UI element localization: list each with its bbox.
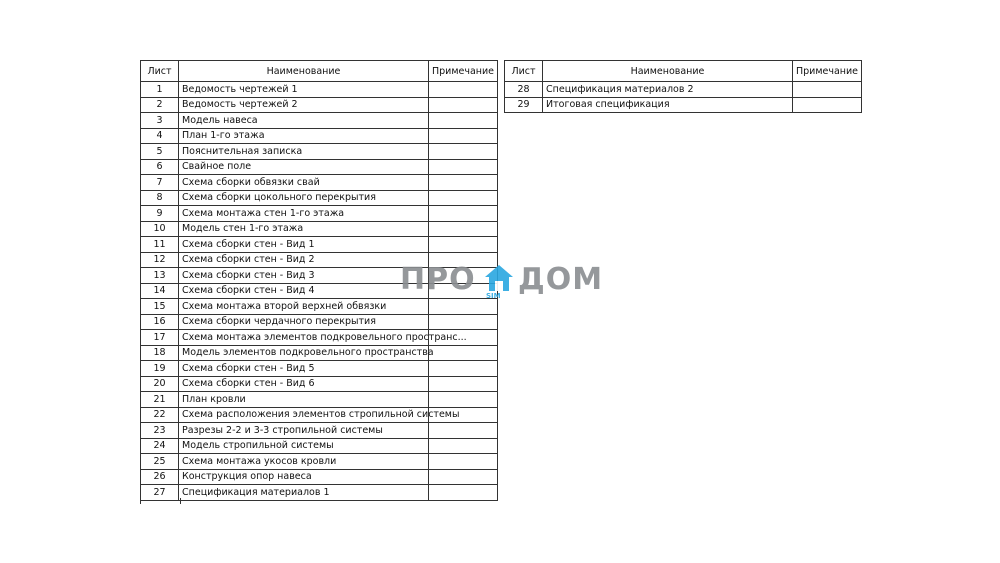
header-sheet: Лист bbox=[505, 61, 543, 82]
sheet-number-cell: 22 bbox=[141, 407, 179, 423]
table-row bbox=[141, 345, 498, 361]
sheet-name-cell: Схема сборки стен - Вид 1 bbox=[179, 237, 429, 253]
note-cell bbox=[429, 454, 498, 470]
table-row bbox=[141, 438, 498, 454]
table-row bbox=[505, 97, 862, 113]
sheet-name-cell: План кровли bbox=[179, 392, 429, 408]
table-row bbox=[141, 97, 498, 113]
table-row bbox=[141, 175, 498, 191]
header-note: Примечание bbox=[429, 61, 498, 82]
sheet-name-cell: Схема монтажа стен 1-го этажа bbox=[179, 206, 429, 222]
note-cell bbox=[793, 97, 862, 113]
sheet-name-cell: Схема расположения элементов стропильной системы bbox=[179, 407, 429, 423]
sheet-number-cell: 20 bbox=[141, 376, 179, 392]
sheet-name-cell: Спецификация материалов 2 bbox=[543, 82, 793, 98]
table-row bbox=[141, 361, 498, 377]
sheet-name-cell: Схема сборки стен - Вид 5 bbox=[179, 361, 429, 377]
table-row bbox=[505, 82, 862, 98]
sheet-number-cell: 7 bbox=[141, 175, 179, 191]
table-row bbox=[141, 159, 498, 175]
sheet-number-cell: 21 bbox=[141, 392, 179, 408]
watermark-logo bbox=[400, 262, 604, 302]
table-row bbox=[141, 376, 498, 392]
table-row bbox=[141, 407, 498, 423]
header-name: Наименование bbox=[543, 61, 793, 82]
note-cell bbox=[429, 314, 498, 330]
sheet-number-cell: 2 bbox=[141, 97, 179, 113]
note-cell bbox=[429, 82, 498, 98]
sheet-number-cell: 16 bbox=[141, 314, 179, 330]
table-row bbox=[141, 454, 498, 470]
table-row bbox=[141, 221, 498, 237]
note-cell bbox=[429, 190, 498, 206]
sheet-name-cell: Ведомость чертежей 2 bbox=[179, 97, 429, 113]
sheet-name-cell: Модель навеса bbox=[179, 113, 429, 129]
note-cell bbox=[429, 128, 498, 144]
sheet-name-cell: Модель стропильной системы bbox=[179, 438, 429, 454]
sheet-number-cell: 24 bbox=[141, 438, 179, 454]
note-cell bbox=[429, 361, 498, 377]
sheet-number-cell: 17 bbox=[141, 330, 179, 346]
sheet-name-cell: Разрезы 2-2 и 3-3 стропильной системы bbox=[179, 423, 429, 439]
note-cell bbox=[429, 485, 498, 501]
table-row bbox=[141, 190, 498, 206]
note-cell bbox=[429, 237, 498, 253]
sheet-number-cell: 26 bbox=[141, 469, 179, 485]
sheet-number-cell: 6 bbox=[141, 159, 179, 175]
note-cell bbox=[429, 206, 498, 222]
table-cutoff-edge bbox=[140, 498, 181, 504]
table-row bbox=[141, 128, 498, 144]
table-row bbox=[141, 237, 498, 253]
note-cell bbox=[429, 376, 498, 392]
sheet-number-cell: 15 bbox=[141, 299, 179, 315]
table-header-row bbox=[505, 61, 862, 82]
note-cell bbox=[429, 97, 498, 113]
table-row bbox=[141, 314, 498, 330]
sheet-name-cell: Пояснительная записка bbox=[179, 144, 429, 160]
sheet-number-cell: 11 bbox=[141, 237, 179, 253]
note-cell bbox=[429, 221, 498, 237]
sheet-number-cell: 9 bbox=[141, 206, 179, 222]
note-cell bbox=[429, 175, 498, 191]
sheet-number-cell: 23 bbox=[141, 423, 179, 439]
watermark-sub: SIM bbox=[486, 292, 501, 300]
sheet-name-cell: Схема сборки стен - Вид 2 bbox=[179, 252, 429, 268]
note-cell bbox=[429, 423, 498, 439]
sheet-name-cell: Схема монтажа укосов кровли bbox=[179, 454, 429, 470]
sheet-name-cell: Итоговая спецификация bbox=[543, 97, 793, 113]
sheet-number-cell: 28 bbox=[505, 82, 543, 98]
note-cell bbox=[793, 82, 862, 98]
sheet-name-cell: Схема сборки стен - Вид 3 bbox=[179, 268, 429, 284]
table-row bbox=[141, 113, 498, 129]
sheet-number-cell: 3 bbox=[141, 113, 179, 129]
table-row bbox=[141, 144, 498, 160]
table-row bbox=[141, 330, 498, 346]
note-cell bbox=[429, 469, 498, 485]
note-cell bbox=[429, 392, 498, 408]
sheet-name-cell: Схема монтажа второй верхней обвязки bbox=[179, 299, 429, 315]
header-note: Примечание bbox=[793, 61, 862, 82]
sheet-name-cell: Конструкция опор навеса bbox=[179, 469, 429, 485]
sheet-name-cell: Модель элементов подкровельного пространства bbox=[179, 345, 429, 361]
sheet-name-cell: Ведомость чертежей 1 bbox=[179, 82, 429, 98]
sheet-name-cell: Спецификация материалов 1 bbox=[179, 485, 429, 501]
sheet-name-cell: Схема сборки стен - Вид 6 bbox=[179, 376, 429, 392]
sheet-name-cell: Модель стен 1-го этажа bbox=[179, 221, 429, 237]
note-cell bbox=[429, 159, 498, 175]
sheet-number-cell: 29 bbox=[505, 97, 543, 113]
sheet-number-cell: 10 bbox=[141, 221, 179, 237]
sheet-name-cell: Свайное поле bbox=[179, 159, 429, 175]
sheet-number-cell: 4 bbox=[141, 128, 179, 144]
drawing-list-table-right bbox=[504, 60, 862, 113]
sheet-name-cell: Схема сборки обвязки свай bbox=[179, 175, 429, 191]
watermark-word-pro: ПРО bbox=[400, 262, 476, 297]
sheet-name-cell: Схема сборки стен - Вид 4 bbox=[179, 283, 429, 299]
note-cell bbox=[429, 113, 498, 129]
table-row bbox=[141, 392, 498, 408]
note-cell bbox=[429, 345, 498, 361]
sheet-number-cell: 8 bbox=[141, 190, 179, 206]
table-row bbox=[141, 423, 498, 439]
watermark-word-dom: ДОМ bbox=[518, 262, 604, 297]
note-cell bbox=[429, 144, 498, 160]
sheet-name-cell: Схема сборки цокольного перекрытия bbox=[179, 190, 429, 206]
sheet-number-cell: 27 bbox=[141, 485, 179, 501]
sheet-name-cell: План 1-го этажа bbox=[179, 128, 429, 144]
sheet-name-cell: Схема монтажа элементов подкровельного пространс... bbox=[179, 330, 429, 346]
sheet-name-cell: Схема сборки чердачного перекрытия bbox=[179, 314, 429, 330]
note-cell bbox=[429, 438, 498, 454]
table-row bbox=[141, 206, 498, 222]
sheet-number-cell: 14 bbox=[141, 283, 179, 299]
header-sheet: Лист bbox=[141, 61, 179, 82]
sheet-number-cell: 12 bbox=[141, 252, 179, 268]
sheet-number-cell: 19 bbox=[141, 361, 179, 377]
table-row bbox=[141, 82, 498, 98]
sheet-number-cell: 5 bbox=[141, 144, 179, 160]
sheet-number-cell: 25 bbox=[141, 454, 179, 470]
sheet-number-cell: 13 bbox=[141, 268, 179, 284]
header-name: Наименование bbox=[179, 61, 429, 82]
table-header-row bbox=[141, 61, 498, 82]
table-row bbox=[141, 469, 498, 485]
sheet-number-cell: 18 bbox=[141, 345, 179, 361]
sheet-number-cell: 1 bbox=[141, 82, 179, 98]
table-row bbox=[141, 485, 498, 501]
